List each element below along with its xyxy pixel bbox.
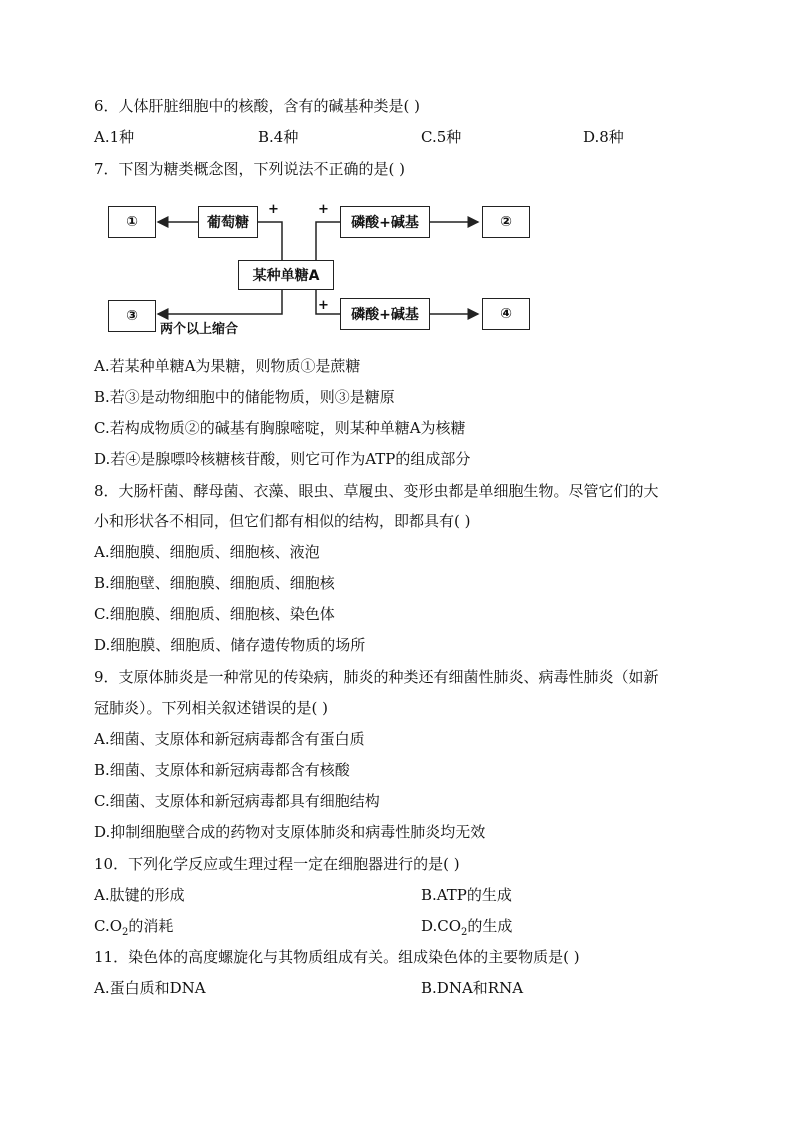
diagram-glucose: 葡萄糖 [198, 206, 258, 238]
plus-sign-1: + [268, 202, 279, 217]
q7-option-a: A.若某种单糖A为果糖，则物质①是蔗糖 [94, 357, 361, 375]
q7-stem: 7．下图为糖类概念图，下列说法不正确的是( ) [94, 160, 406, 178]
diagram-phosphate-base-2: 磷酸+碱基 [340, 298, 430, 330]
q8-stem-line-1: 8．大肠杆菌、酵母菌、衣藻、眼虫、草履虫、变形虫都是单细胞生物。尽管它们的大 [94, 482, 659, 500]
q7-option-c: C.若构成物质②的碱基有胸腺嘧啶，则某种单糖A为核糖 [94, 419, 466, 437]
q9-stem-line-1: 9．支原体肺炎是一种常见的传染病，肺炎的种类还有细菌性肺炎、病毒性肺炎（如新 [94, 668, 659, 686]
q6-option-d: D.8种 [583, 128, 624, 146]
plus-sign-3: + [318, 298, 329, 313]
q7-option-d: D.若④是腺嘌呤核糖核苷酸，则它可作为ATP的组成部分 [94, 450, 471, 468]
diagram-box-3: ③ [108, 300, 156, 332]
q10-option-c-subscript: 2 [122, 927, 129, 938]
plus-sign-2: + [318, 202, 329, 217]
q6-option-c: C.5种 [421, 128, 462, 146]
q6-option-b: B.4种 [258, 128, 299, 146]
q9-option-d: D.抑制细胞壁合成的药物对支原体肺炎和病毒性肺炎均无效 [94, 823, 486, 841]
diagram-box-1: ① [108, 206, 156, 238]
condensation-label: 两个以上缩合 [160, 322, 239, 337]
sugar-concept-diagram [106, 198, 536, 340]
q11-option-a: A.蛋白质和DNA [94, 979, 206, 997]
diagram-monosaccharide-a: 某种单糖A [238, 260, 334, 290]
q6-option-a: A.1种 [94, 128, 135, 146]
q9-stem-line-2: 冠肺炎）。下列相关叙述错误的是( ) [94, 699, 328, 717]
q10-option-c-suffix: 的消耗 [128, 917, 174, 935]
diagram-phosphate-base-1: 磷酸+碱基 [340, 206, 430, 238]
q9-option-c: C.细菌、支原体和新冠病毒都具有细胞结构 [94, 792, 380, 810]
q10-option-c [94, 915, 173, 944]
q10-option-d-prefix: D.CO [421, 917, 462, 935]
diagram-box-2: ② [482, 206, 530, 238]
diagram-box-4: ④ [482, 298, 530, 330]
q8-option-b: B.细胞壁、细胞膜、细胞质、细胞核 [94, 574, 335, 592]
q10-option-d-suffix: 的生成 [467, 917, 513, 935]
q10-option-d [421, 915, 512, 944]
q6-stem: 6．人体肝脏细胞中的核酸，含有的碱基种类是( ) [94, 97, 421, 115]
q11-option-b: B.DNA和RNA [421, 979, 524, 997]
q10-option-b: B.ATP的生成 [421, 886, 512, 904]
q10-option-a: A.肽键的形成 [94, 886, 185, 904]
q10-stem: 10．下列化学反应或生理过程一定在细胞器进行的是( ) [94, 855, 460, 873]
q8-option-c: C.细胞膜、细胞质、细胞核、染色体 [94, 605, 335, 623]
q7-option-b: B.若③是动物细胞中的储能物质，则③是糖原 [94, 388, 395, 406]
q8-option-a: A.细胞膜、细胞质、细胞核、液泡 [94, 543, 320, 561]
q10-option-c-prefix: C.O [94, 917, 123, 935]
q9-option-b: B.细菌、支原体和新冠病毒都含有核酸 [94, 761, 350, 779]
q9-option-a: A.细菌、支原体和新冠病毒都含有蛋白质 [94, 730, 365, 748]
q10-option-d-subscript: 2 [461, 927, 468, 938]
q11-stem: 11．染色体的高度螺旋化与其物质组成有关。组成染色体的主要物质是( ) [94, 948, 580, 966]
q8-stem-line-2: 小和形状各不相同，但它们都有相似的结构，即都具有( ) [94, 512, 471, 530]
q8-option-d: D.细胞膜、细胞质、储存遗传物质的场所 [94, 636, 366, 654]
